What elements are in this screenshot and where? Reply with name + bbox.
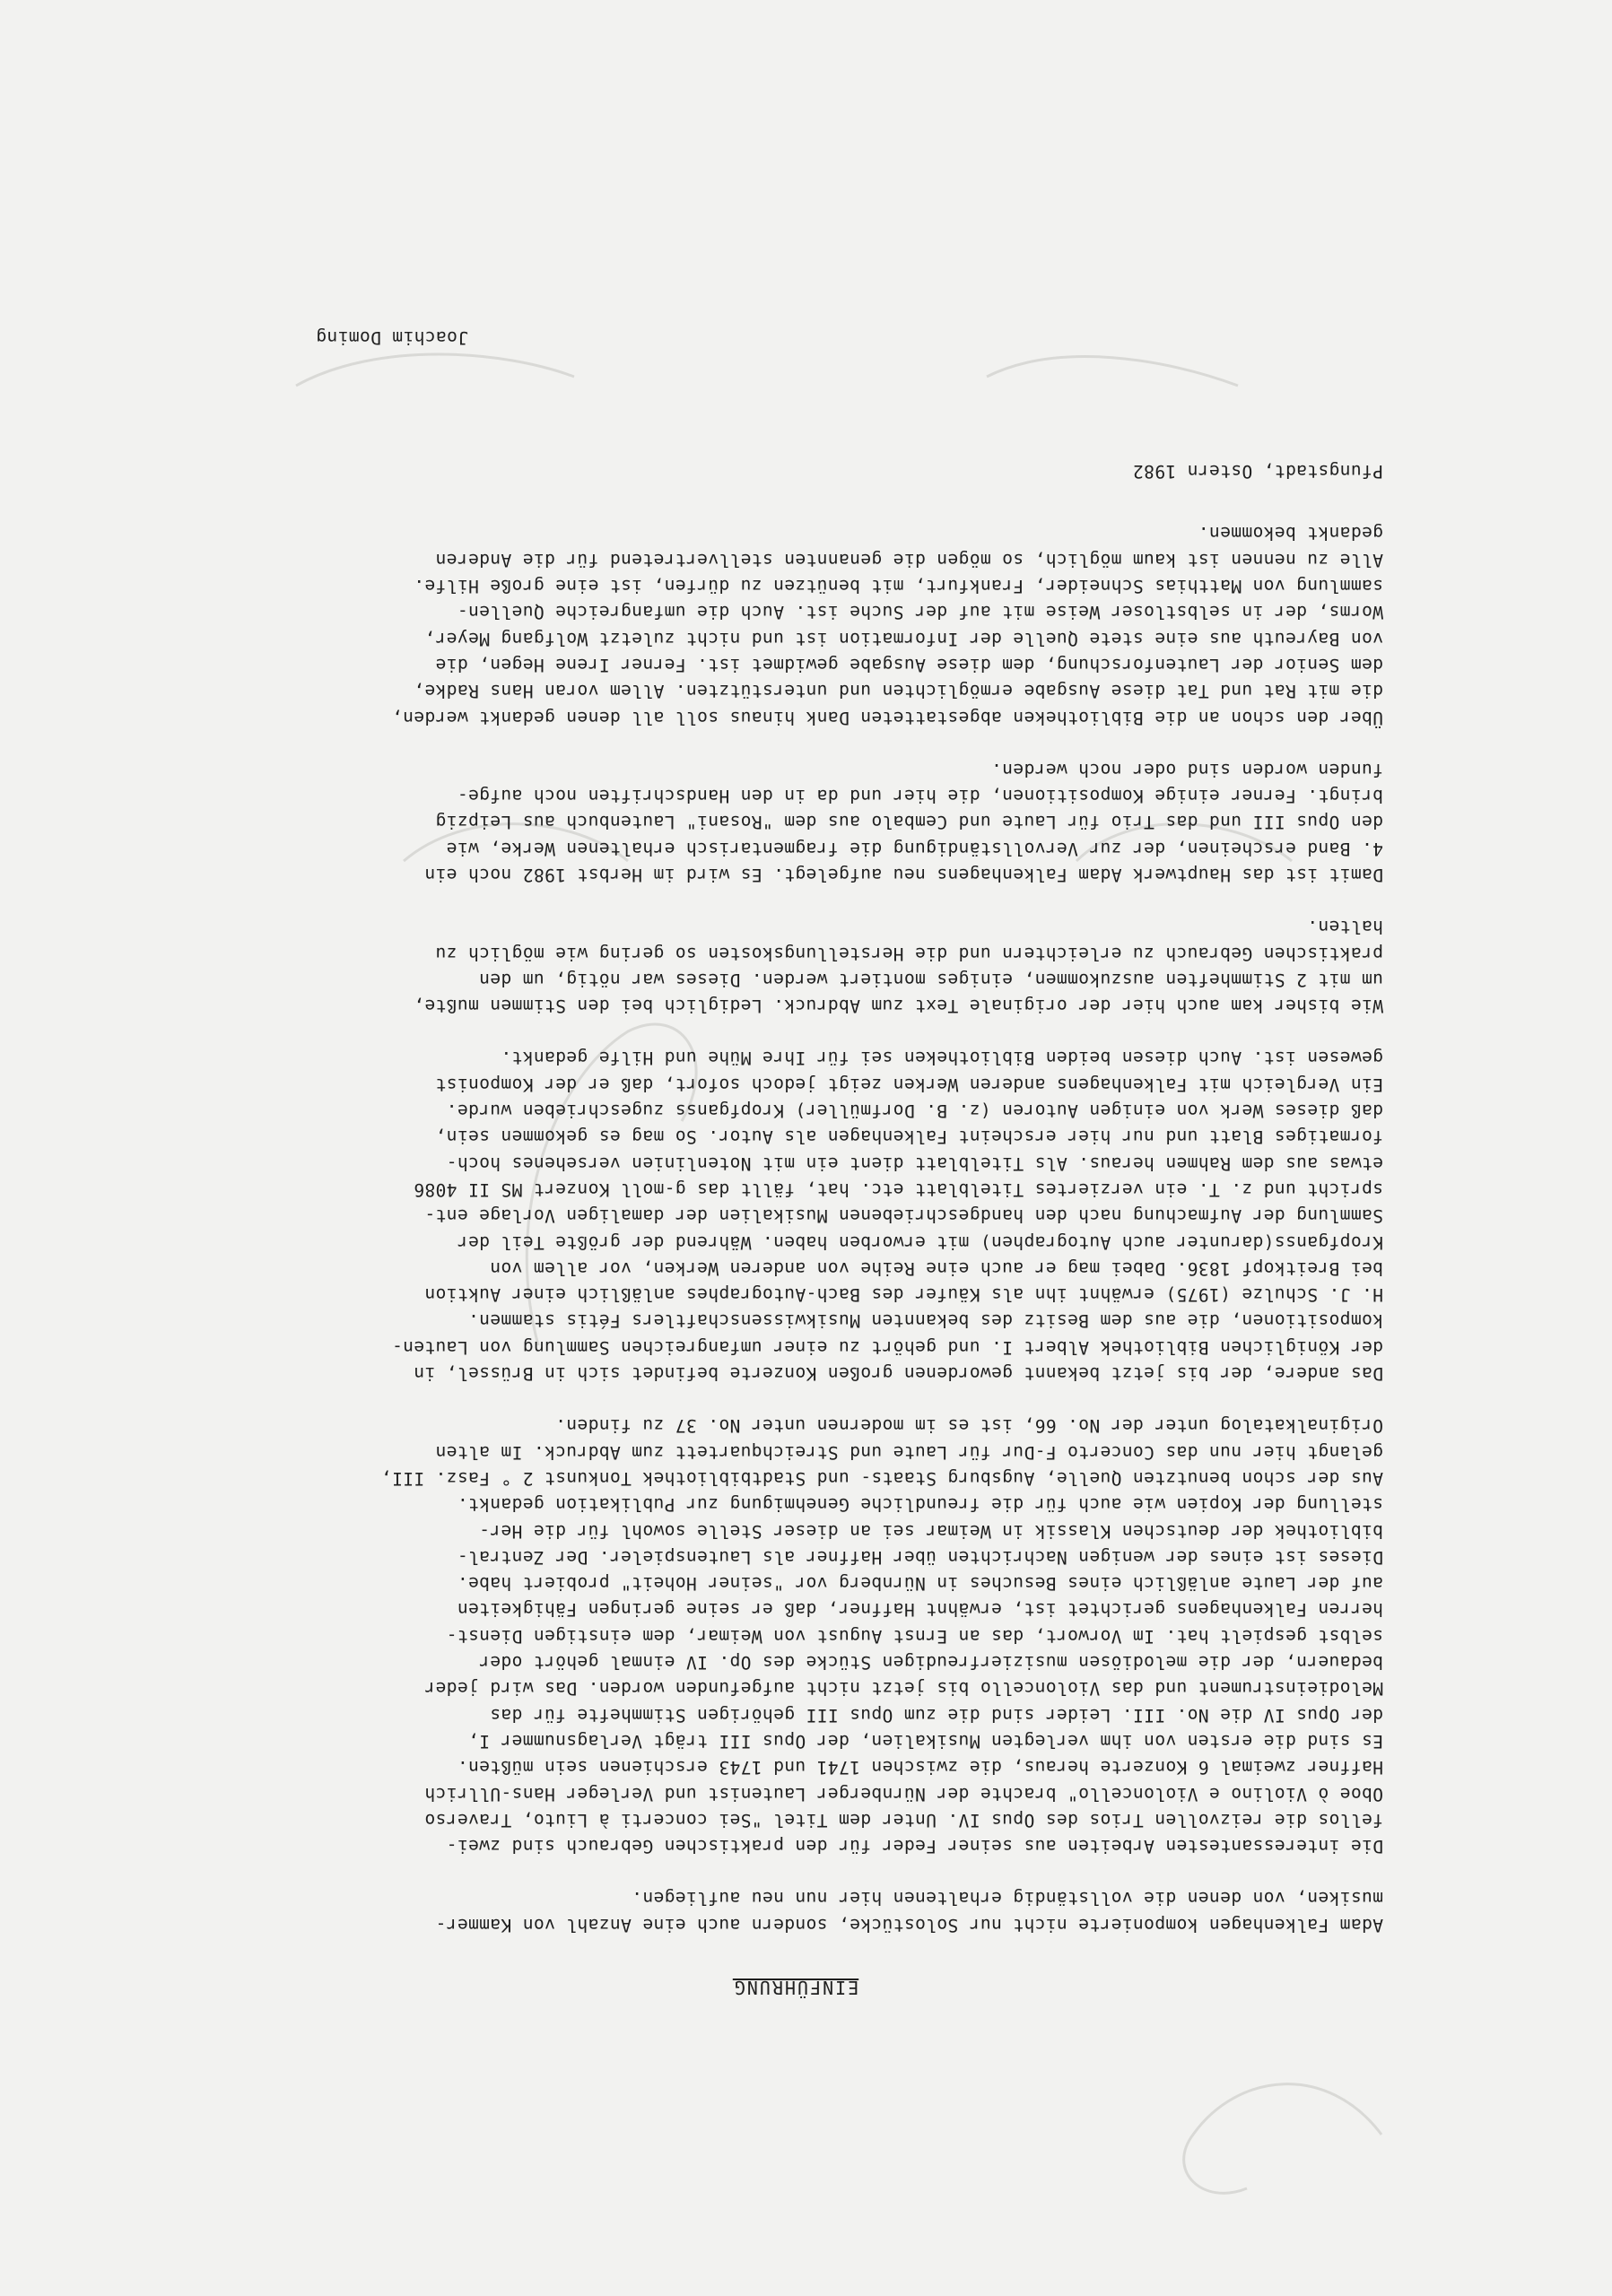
text-line: stellung der Kopien wie auch für die freundliche Genehmigung zur Publikation gedankt. xyxy=(457,1494,1383,1516)
text-line: Damit ist das Hauptwerk Adam Falkenhagens neu aufgelegt. Es wird im Herbst 1982 noch ein xyxy=(424,865,1383,886)
text-line: Kropfganss(darunter auch Autographen) mit erworben haben. Während der größte Teil der xyxy=(457,1231,1383,1253)
text-line: Ein Vergleich mit Falkenhagens anderen Werken zeigt jedoch sofort, daß er der Komponist xyxy=(435,1074,1383,1095)
text-line: bibliothek der deutschen Klassik in Weimar sei an dieser Stelle sowohl für die Her- xyxy=(478,1520,1383,1542)
text-line: auf der Laute anläßlich eines Besuches in Nürnberg vor "seiner Hoheit" probiert habe. xyxy=(457,1573,1383,1595)
text-line: Oboe ò Violino e Violoncello" brachte der Nürnberger Lautenist und Verleger Hans-Ullrich xyxy=(424,1783,1383,1805)
text-line: dem Senior der Lautenforschung, dem diese Ausgabe gewidmet ist. Ferner Irene Hegen, die xyxy=(435,654,1383,675)
text-line: der Opus IV die No. III. Leider sind die zum Opus III gehörigen Stimmhefte für das xyxy=(489,1704,1383,1726)
text-line: Es sind die ersten von ihm verlegten Musikalien, der Opus III trägt Verlagsnummer I, xyxy=(467,1730,1383,1752)
text-line: Die interessantesten Arbeiten aus seiner Feder für den praktischen Gebrauch sind zwei- xyxy=(446,1836,1383,1857)
text-line: kompositionen, die aus dem Besitz des bekannten Musikwissenschaftlers Fétis stammen. xyxy=(467,1310,1383,1332)
text-line: 4. Band erscheinen, der zur Vervollständigung die fragmentarisch erhaltenen Werke, wie xyxy=(446,838,1383,859)
text-line: Alle zu nennen ist kaum möglich, so mögen die genannten stellvertretend für die Anderen xyxy=(435,549,1383,570)
text-line: um mit 2 Stimmheften auszukommen, einiges montiert werden. Dieses war nötig, um den xyxy=(478,969,1383,990)
author-signature: Joachim Doming xyxy=(316,326,469,348)
text-line: funden worden sind oder noch werden. xyxy=(990,759,1383,780)
text-line: Aus der schon benutzten Quelle, Augsburg Staats- und Stadtbibliothek Tonkunst 2 ° Fasz. III, xyxy=(380,1467,1383,1489)
text-line: bedauern, der die melodiösen musizierfreudigen Stücke des Op. IV einmal gehört oder xyxy=(478,1652,1383,1674)
text-line: bei Breitkopf 1836. Dabei mag er auch eine Reihe von anderen Werken, vor allem von xyxy=(489,1257,1383,1279)
paragraph-4 xyxy=(208,914,1383,1019)
text-line: spricht und z. T. ein verziertes Titelblatt etc. hat, fällt das g-moll Konzert MS II 4086 xyxy=(413,1178,1383,1200)
text-line: Über den schon an die Bibliotheken abgestatteten Dank hinaus soll all denen gedankt werden, xyxy=(391,707,1383,728)
paragraph-2 xyxy=(208,1413,1383,1859)
text-line: Sammlung der Aufmachung nach den handgeschriebenen Musikalien der damaligen Vorlage ent- xyxy=(424,1205,1383,1227)
paragraph-5 xyxy=(208,757,1383,888)
text-line: etwas aus dem Rahmen heraus. Als Titelblatt dient ein mit Notenlinien versehenes hoch- xyxy=(446,1152,1383,1174)
text-line: Worms, der in selbstloser Weise mit auf der Suche ist. Auch die umfangreiche Quellen- xyxy=(457,602,1383,623)
text-line: Adam Falkenhagen komponierte nicht nur Solostücke, sondern auch eine Anzahl von Kammer- xyxy=(435,1914,1383,1935)
text-line: H. J. Schulze (1975) erwähnt ihn als Käufer des Bach-Autographes anläßlich einer Auktion xyxy=(424,1284,1383,1306)
paragraph-1 xyxy=(208,1885,1383,1938)
text-line: gelangt hier nun das Concerto F-Dur für Laute und Streichquartett zum Abdruck. Im alten xyxy=(435,1441,1383,1463)
text-line: herren Falkenhagens gerichtet ist, erwähnt Haffner, daß er seine geringen Fähigkeiten xyxy=(457,1599,1383,1621)
paragraph-3 xyxy=(208,1045,1383,1387)
text-line: Melodieinstrument und das Violoncello bis jetzt nicht aufgefunden worden. Das wird jeder xyxy=(424,1678,1383,1700)
text-line: musiken, von denen die vollständig erhaltenen hier nun neu aufliegen. xyxy=(631,1888,1383,1909)
place-and-date: Pfungstadt, Ostern 1982 xyxy=(1132,461,1383,483)
text-line: praktischen Gebrauch zu erleichtern und die Herstellungskosten so gering wie möglich zu xyxy=(435,943,1383,964)
text-line: den Opus III und das Trio für Laute und Cembalo aus dem "Rosani" Lautenbuch aus Leipzig xyxy=(435,812,1383,833)
text-line: gedankt bekommen. xyxy=(1198,523,1383,544)
text-line: daß dieses Werk von einigen Autoren (z. B. Dorfmüller) Kropfganss zugeschrieben wurde. xyxy=(446,1100,1383,1122)
text-line: formatiges Blatt und nur hier erscheint Falkenhagen als Autor. So mag es gekommen sein, xyxy=(435,1126,1383,1148)
text-line: der Königlichen Bibliothek Albert I. und gehört zu einer umfangreichen Sammlung von Lauten- xyxy=(391,1336,1383,1358)
text-line: von Bayreuth aus eine stete Quelle der Information ist und nicht zuletzt Wolfgang Meyer, xyxy=(424,628,1383,649)
page-title: EINFÜHRUNG xyxy=(732,1977,859,1998)
text-line: Originalkatalog unter der No. 66, ist es im modernen unter No. 37 zu finden. xyxy=(554,1415,1383,1437)
text-line: Das andere, der bis jetzt bekannt gewordenen großen Konzerte befindet sich in Brüssel, in xyxy=(413,1363,1383,1385)
text-line: die mit Rat und Tat diese Ausgabe ermöglichten und unterstützten. Allem voran Hans Radke, xyxy=(413,681,1383,702)
text-line: selbst gespielt hat. Im Vorwort, das an Ernst August von Weimar, dem einstigen Dienst- xyxy=(446,1625,1383,1647)
text-line: gewesen ist. Auch diesen beiden Bibliotheken sei für Ihre Mühe und Hilfe gedankt. xyxy=(501,1048,1383,1069)
introduction-text xyxy=(208,325,1383,2000)
text-line: bringt. Ferner einige Kompositionen, die hier und da in den Handschriften noch aufge- xyxy=(457,786,1383,807)
text-line: Wie bisher kam auch hier der originale Text zum Abdruck. Lediglich bei den Stimmen mußte, xyxy=(413,996,1383,1017)
text-line: halten. xyxy=(1306,917,1383,938)
text-line: Dieses ist eines der wenigen Nachrichten über Haffner als Lautenspieler. Der Zentral- xyxy=(457,1546,1383,1568)
text-line: sammlung von Matthias Schneider, Frankfurt, mit benützen zu dürfen, ist eine große Hilfe. xyxy=(413,576,1383,597)
paragraph-6 xyxy=(208,520,1383,730)
text-line: Haffner zweimal 6 Konzerte heraus, die zwischen 1741 und 1743 erschienen sein müßten. xyxy=(457,1757,1383,1779)
text-line: fellos die reizvollen Trios des Opus IV. Unter dem Titel "Sei concerti à Liuto, Traverso xyxy=(424,1809,1383,1831)
